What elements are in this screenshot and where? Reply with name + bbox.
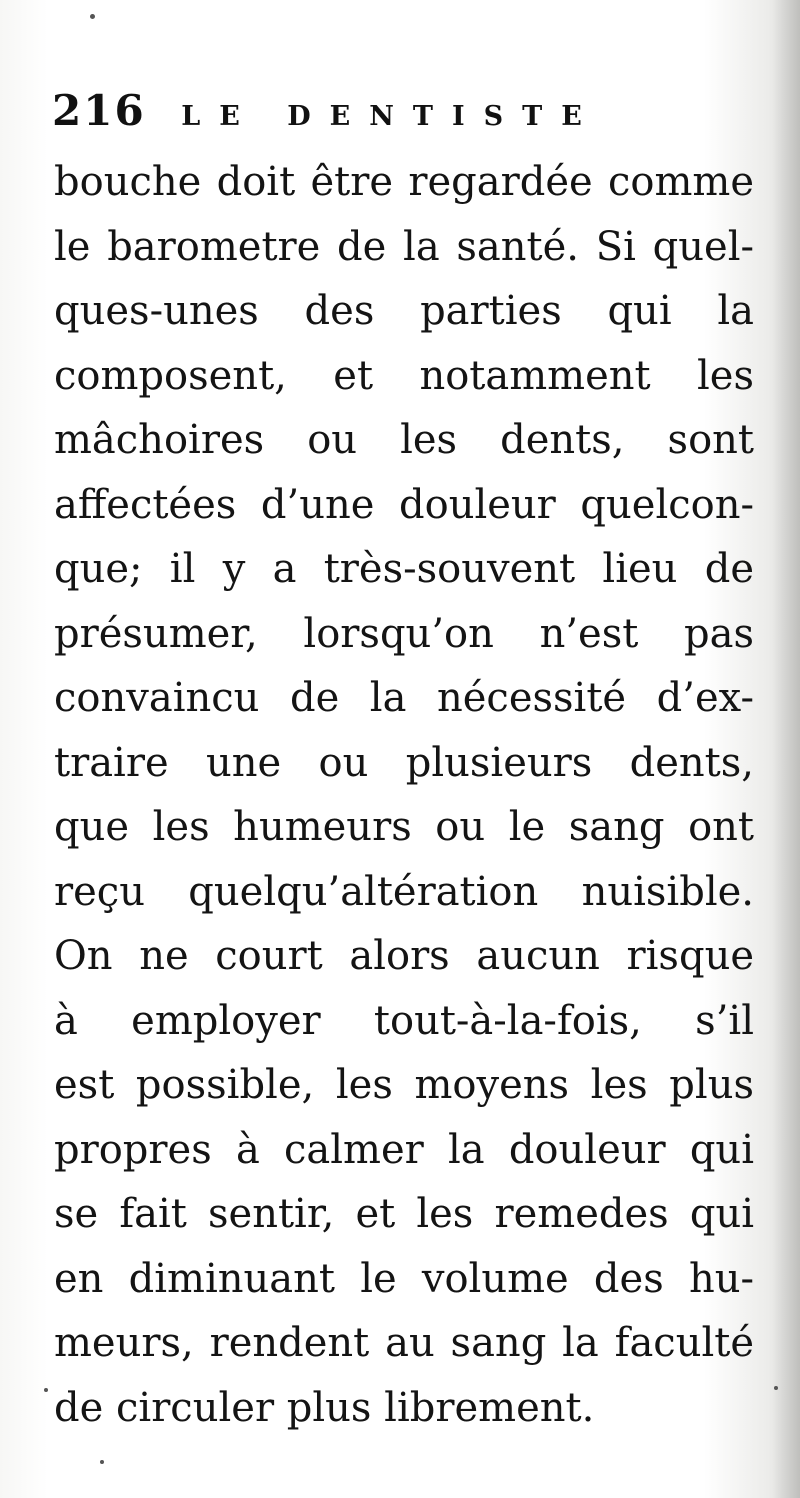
text-line: On ne court alors aucun risque (54, 933, 754, 979)
text-line: est possible, les moyens les plus (54, 1062, 754, 1108)
paper-speck (100, 1460, 104, 1464)
text-line: que; il y a très-souvent lieu de (54, 546, 754, 592)
text-line: le barometre de la santé. Si quel- (54, 223, 754, 270)
body-text (54, 150, 754, 1440)
running-head (52, 86, 752, 142)
text-line: propres à calmer la douleur qui (54, 1126, 754, 1173)
text-line: mâchoires ou les dents, sont (54, 417, 754, 463)
paper-speck (774, 1386, 778, 1390)
paper-speck (90, 14, 95, 19)
text-line: traire une ou plusieurs dents, (54, 739, 754, 786)
text-line: affectées d’une douleur quelcon- (54, 481, 754, 528)
text-line: bouche doit être regardée comme (54, 159, 754, 205)
text-line: reçu quelqu’altération nuisible. (54, 868, 754, 915)
page-edge-shadow (772, 0, 800, 1498)
text-line: de circuler plus librement. (54, 1384, 595, 1431)
text-line: à employer tout-à-la-fois, s’il (54, 997, 754, 1044)
text-line: composent, et notamment les (54, 352, 754, 399)
text-line: en diminuant le volume des hu- (54, 1255, 754, 1302)
text-line: se fait sentir, et les remedes qui (54, 1191, 754, 1237)
paper-speck (44, 1388, 48, 1392)
text-line: meurs, rendent au sang la faculté (54, 1320, 754, 1366)
text-line: ques-unes des parties qui la (54, 288, 754, 334)
text-line: convaincu de la nécessité d’ex- (54, 675, 754, 721)
running-title: LE DENTISTE (181, 101, 601, 132)
text-line: que les humeurs ou le sang ont (54, 804, 754, 850)
text-line: présumer, lorsqu’on n’est pas (54, 610, 754, 657)
page-number: 216 (52, 86, 146, 135)
